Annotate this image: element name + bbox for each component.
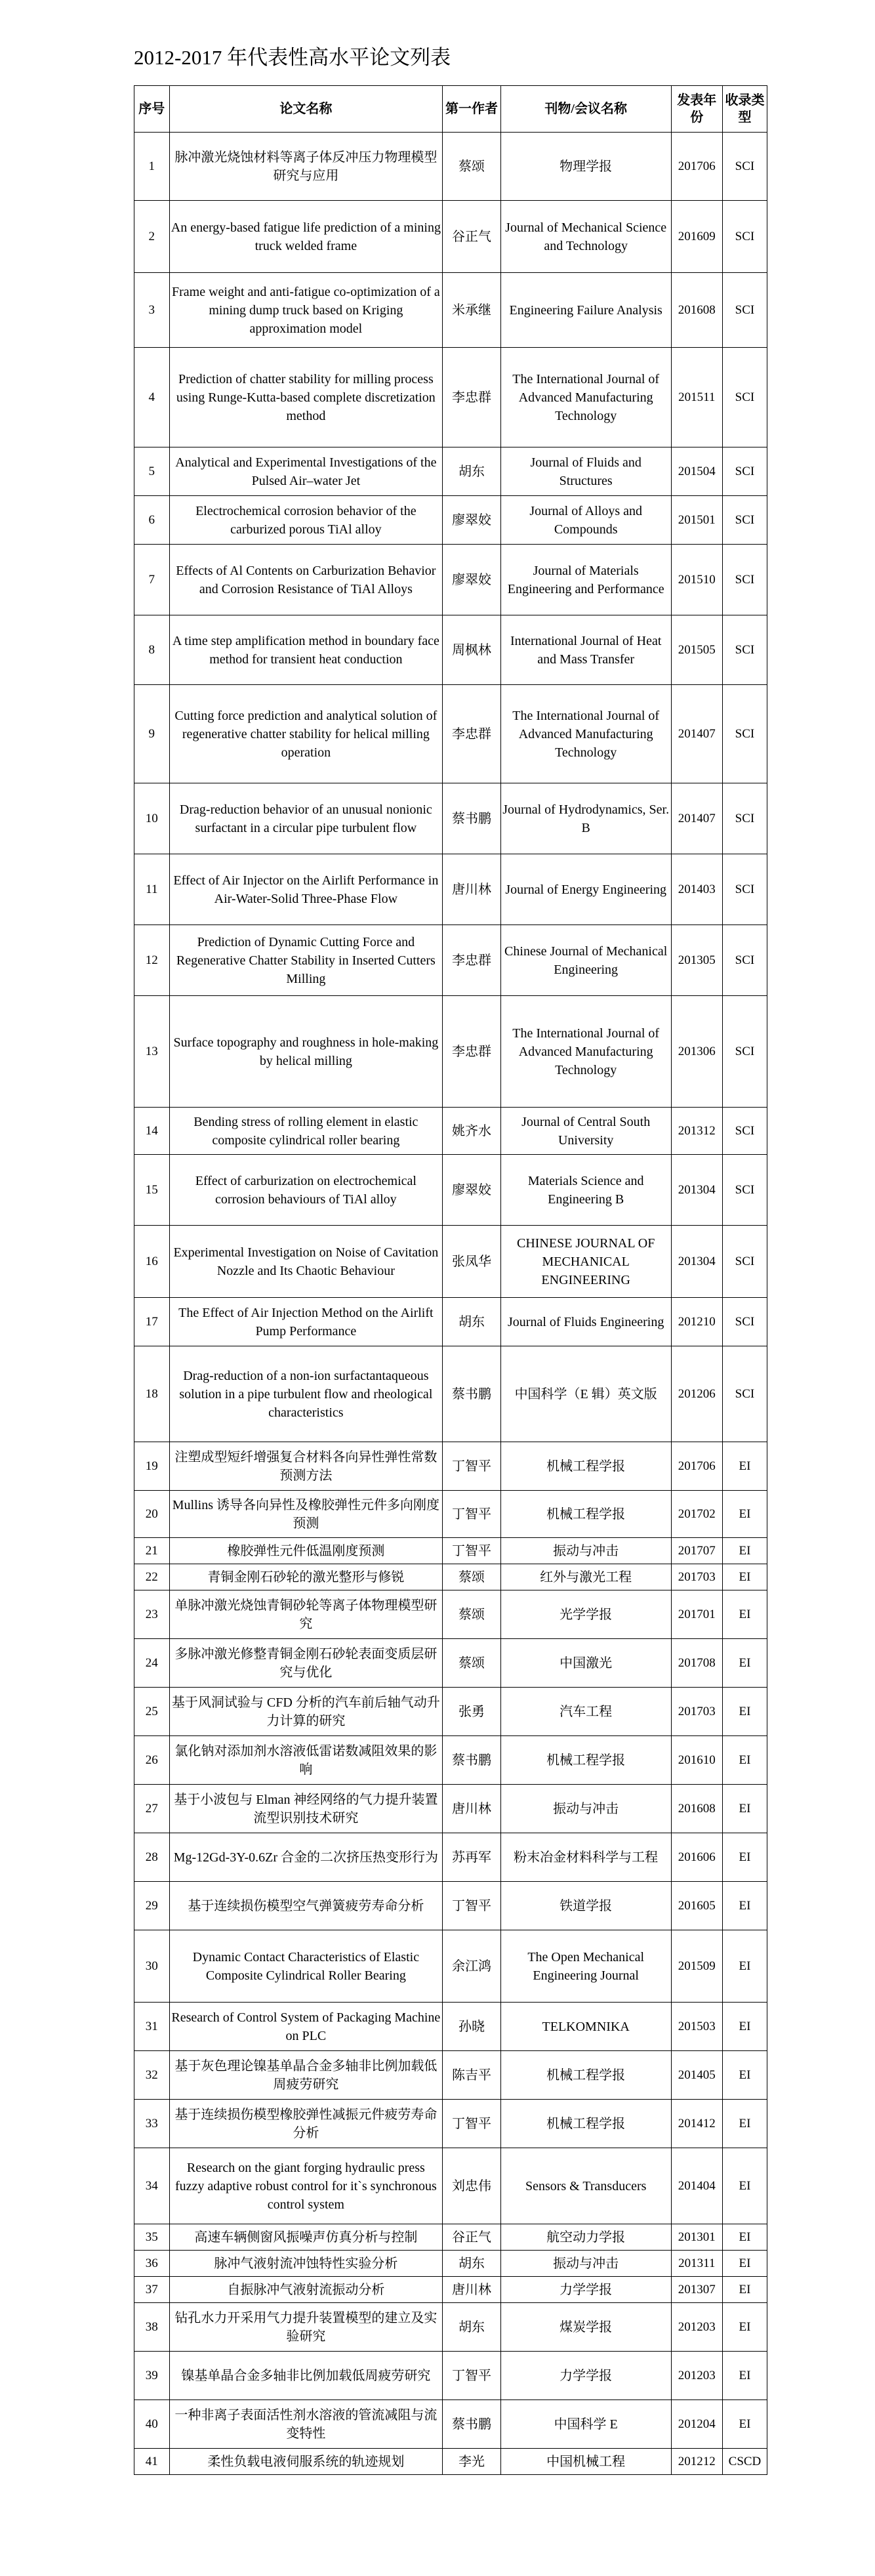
cell-first-author: 丁智平 — [443, 1538, 501, 1564]
table-header — [134, 86, 767, 133]
cell-index: 12 — [134, 925, 170, 996]
cell-source: 振动与冲击 — [500, 1538, 671, 1564]
cell-first-author: 丁智平 — [443, 1882, 501, 1930]
cell-index-type: SCI — [722, 1346, 767, 1442]
table-row — [134, 1882, 767, 1930]
cell-source: Chinese Journal of Mechanical Engineering — [500, 925, 671, 996]
cell-first-author: 廖翠姣 — [443, 545, 501, 615]
cell-index-type: EI — [722, 1590, 767, 1639]
cell-index-type: SCI — [722, 348, 767, 447]
cell-paper-title: 基于连续损伤模型空气弹簧疲劳寿命分析 — [169, 1882, 443, 1930]
cell-paper-title: Dynamic Contact Characteristics of Elastic Composite Cylindrical Roller Bearing — [169, 1930, 443, 2003]
cell-year: 201501 — [671, 496, 722, 545]
cell-paper-title: 氯化钠对添加剂水溶液低雷诺数减阻效果的影响 — [169, 1736, 443, 1785]
cell-source: Engineering Failure Analysis — [500, 273, 671, 348]
cell-year: 201510 — [671, 545, 722, 615]
cell-index: 1 — [134, 133, 170, 201]
cell-paper-title: Research of Control System of Packaging Machine on PLC — [169, 2003, 443, 2051]
cell-index-type: SCI — [722, 496, 767, 545]
cell-index: 39 — [134, 2352, 170, 2400]
cell-source: 机械工程学报 — [500, 2051, 671, 2100]
cell-first-author: 苏再军 — [443, 1833, 501, 1882]
cell-index-type: EI — [722, 1538, 767, 1564]
cell-first-author: 周枫林 — [443, 615, 501, 685]
cell-index-type: SCI — [722, 854, 767, 925]
cell-first-author: 胡东 — [443, 447, 501, 496]
header-index-type: 收录类型 — [722, 86, 767, 133]
cell-paper-title: 注塑成型短纤增强复合材料各向异性弹性常数预测方法 — [169, 1442, 443, 1491]
table-row — [134, 1833, 767, 1882]
cell-year: 201701 — [671, 1590, 722, 1639]
cell-paper-title: 橡胶弹性元件低温刚度预测 — [169, 1538, 443, 1564]
cell-paper-title: Mg-12Gd-3Y-0.6Zr 合金的二次挤压热变形行为 — [169, 1833, 443, 1882]
cell-source: 振动与冲击 — [500, 2251, 671, 2277]
cell-first-author: 李忠群 — [443, 996, 501, 1108]
cell-index: 28 — [134, 1833, 170, 1882]
cell-source: International Journal of Heat and Mass Transfer — [500, 615, 671, 685]
cell-year: 201706 — [671, 133, 722, 201]
cell-paper-title: 钻孔水力开采用气力提升装置模型的建立及实验研究 — [169, 2303, 443, 2352]
cell-paper-title: 高速车辆侧窗风振噪声仿真分析与控制 — [169, 2224, 443, 2251]
cell-year: 201204 — [671, 2400, 722, 2449]
table-row — [134, 447, 767, 496]
cell-first-author: 张凤华 — [443, 1226, 501, 1298]
cell-year: 201610 — [671, 1736, 722, 1785]
cell-index: 37 — [134, 2277, 170, 2303]
table-row — [134, 2277, 767, 2303]
cell-index: 24 — [134, 1639, 170, 1688]
cell-paper-title: 单脉冲激光烧蚀青铜砂轮等离子体物理模型研究 — [169, 1590, 443, 1639]
cell-source: Journal of Alloys and Compounds — [500, 496, 671, 545]
cell-first-author: 蔡颂 — [443, 133, 501, 201]
cell-index: 41 — [134, 2449, 170, 2475]
cell-year: 201206 — [671, 1346, 722, 1442]
cell-first-author: 唐川林 — [443, 2277, 501, 2303]
cell-paper-title: 青铜金刚石砂轮的激光整形与修锐 — [169, 1564, 443, 1590]
cell-source: Journal of Hydrodynamics, Ser. B — [500, 783, 671, 854]
cell-source: 机械工程学报 — [500, 1491, 671, 1538]
cell-first-author: 蔡书鹏 — [443, 1346, 501, 1442]
cell-source: 物理学报 — [500, 133, 671, 201]
cell-index: 11 — [134, 854, 170, 925]
cell-paper-title: 柔性负载电液伺服系统的轨迹规划 — [169, 2449, 443, 2475]
cell-index-type: SCI — [722, 545, 767, 615]
cell-source: Journal of Fluids and Structures — [500, 447, 671, 496]
header-row — [134, 86, 767, 133]
cell-index-type: EI — [722, 2400, 767, 2449]
cell-index: 17 — [134, 1298, 170, 1346]
cell-year: 201203 — [671, 2303, 722, 2352]
cell-paper-title: An energy-based fatigue life prediction of a mining truck welded frame — [169, 201, 443, 273]
cell-index: 22 — [134, 1564, 170, 1590]
cell-index: 15 — [134, 1155, 170, 1226]
cell-index: 31 — [134, 2003, 170, 2051]
cell-index: 29 — [134, 1882, 170, 1930]
cell-paper-title: A time step amplification method in boundary face method for transient heat conduction — [169, 615, 443, 685]
cell-first-author: 孙晓 — [443, 2003, 501, 2051]
cell-first-author: 李忠群 — [443, 925, 501, 996]
cell-source: 光学学报 — [500, 1590, 671, 1639]
table-row — [134, 685, 767, 783]
cell-index: 7 — [134, 545, 170, 615]
cell-source: Sensors & Transducers — [500, 2148, 671, 2224]
cell-year: 201203 — [671, 2352, 722, 2400]
table-row — [134, 1688, 767, 1736]
cell-paper-title: Experimental Investigation on Noise of Cavitation Nozzle and Its Chaotic Behaviour — [169, 1226, 443, 1298]
cell-year: 201703 — [671, 1688, 722, 1736]
cell-source: 机械工程学报 — [500, 2100, 671, 2148]
cell-index: 3 — [134, 273, 170, 348]
cell-paper-title: Electrochemical corrosion behavior of the carburized porous TiAl alloy — [169, 496, 443, 545]
cell-source: 振动与冲击 — [500, 1785, 671, 1833]
cell-first-author: 陈吉平 — [443, 2051, 501, 2100]
cell-year: 201407 — [671, 685, 722, 783]
cell-index-type: EI — [722, 2224, 767, 2251]
cell-index-type: CSCD — [722, 2449, 767, 2475]
table-row — [134, 1639, 767, 1688]
cell-index-type: EI — [722, 1833, 767, 1882]
cell-year: 201509 — [671, 1930, 722, 2003]
cell-year: 201703 — [671, 1564, 722, 1590]
cell-first-author: 廖翠姣 — [443, 496, 501, 545]
cell-year: 201305 — [671, 925, 722, 996]
cell-index-type: EI — [722, 2303, 767, 2352]
header-index: 序号 — [134, 86, 170, 133]
table-row — [134, 2100, 767, 2148]
table-row — [134, 2148, 767, 2224]
header-source: 刊物/会议名称 — [500, 86, 671, 133]
table-row — [134, 2251, 767, 2277]
cell-index-type: EI — [722, 2277, 767, 2303]
cell-first-author: 丁智平 — [443, 1491, 501, 1538]
header-first-author: 第一作者 — [443, 86, 501, 133]
table-row — [134, 2224, 767, 2251]
table-row — [134, 1564, 767, 1590]
cell-index: 32 — [134, 2051, 170, 2100]
cell-paper-title: Mullins 诱导各向异性及橡胶弹性元件多向刚度预测 — [169, 1491, 443, 1538]
cell-paper-title: 基于连续损伤模型橡胶弹性减振元件疲劳寿命分析 — [169, 2100, 443, 2148]
cell-index-type: SCI — [722, 201, 767, 273]
header-paper-title: 论文名称 — [169, 86, 443, 133]
cell-index: 40 — [134, 2400, 170, 2449]
cell-first-author: 丁智平 — [443, 2352, 501, 2400]
cell-index: 30 — [134, 1930, 170, 2003]
cell-source: 机械工程学报 — [500, 1736, 671, 1785]
cell-first-author: 胡东 — [443, 2303, 501, 2352]
table-row — [134, 2400, 767, 2449]
cell-index-type: EI — [722, 1785, 767, 1833]
cell-paper-title: The Effect of Air Injection Method on the Airlift Pump Performance — [169, 1298, 443, 1346]
cell-first-author: 蔡颂 — [443, 1639, 501, 1688]
cell-index: 26 — [134, 1736, 170, 1785]
cell-year: 201304 — [671, 1226, 722, 1298]
cell-first-author: 蔡书鹏 — [443, 2400, 501, 2449]
cell-year: 201404 — [671, 2148, 722, 2224]
cell-source: 煤炭学报 — [500, 2303, 671, 2352]
cell-index-type: EI — [722, 1736, 767, 1785]
table-row — [134, 1155, 767, 1226]
cell-index-type: SCI — [722, 783, 767, 854]
cell-first-author: 李光 — [443, 2449, 501, 2475]
cell-first-author: 蔡颂 — [443, 1564, 501, 1590]
table-row — [134, 1108, 767, 1155]
header-year: 发表年份 — [671, 86, 722, 133]
cell-index-type: SCI — [722, 447, 767, 496]
cell-paper-title: 镍基单晶合金多轴非比例加载低周疲劳研究 — [169, 2352, 443, 2400]
table-row — [134, 1298, 767, 1346]
table-row — [134, 2303, 767, 2352]
cell-paper-title: Surface topography and roughness in hole-making by helical milling — [169, 996, 443, 1108]
cell-source: The International Journal of Advanced Manufacturing Technology — [500, 996, 671, 1108]
table-row — [134, 1538, 767, 1564]
cell-index: 33 — [134, 2100, 170, 2148]
cell-index: 38 — [134, 2303, 170, 2352]
cell-source: 力学学报 — [500, 2352, 671, 2400]
cell-year: 201307 — [671, 2277, 722, 2303]
cell-first-author: 唐川林 — [443, 854, 501, 925]
cell-year: 201706 — [671, 1442, 722, 1491]
cell-index-type: EI — [722, 1442, 767, 1491]
cell-paper-title: 一种非离子表面活性剂水溶液的管流减阻与流变特性 — [169, 2400, 443, 2449]
cell-index: 6 — [134, 496, 170, 545]
cell-year: 201708 — [671, 1639, 722, 1688]
cell-index: 34 — [134, 2148, 170, 2224]
cell-index: 14 — [134, 1108, 170, 1155]
table-row — [134, 545, 767, 615]
cell-source: Materials Science and Engineering B — [500, 1155, 671, 1226]
cell-paper-title: Effect of Air Injector on the Airlift Performance in Air-Water-Solid Three-Phase Flow — [169, 854, 443, 925]
cell-index-type: SCI — [722, 1155, 767, 1226]
table-row — [134, 1442, 767, 1491]
table-row — [134, 996, 767, 1108]
cell-index: 25 — [134, 1688, 170, 1736]
table-row — [134, 615, 767, 685]
cell-index-type: EI — [722, 1688, 767, 1736]
cell-first-author: 李忠群 — [443, 685, 501, 783]
cell-year: 201210 — [671, 1298, 722, 1346]
cell-first-author: 米承继 — [443, 273, 501, 348]
cell-year: 201608 — [671, 273, 722, 348]
cell-index-type: SCI — [722, 615, 767, 685]
cell-index: 19 — [134, 1442, 170, 1491]
cell-first-author: 谷正气 — [443, 201, 501, 273]
cell-first-author: 胡东 — [443, 1298, 501, 1346]
cell-paper-title: Research on the giant forging hydraulic press fuzzy adaptive robust control for it`s synchronous control system — [169, 2148, 443, 2224]
cell-first-author: 谷正气 — [443, 2224, 501, 2251]
cell-paper-title: 基于风洞试验与 CFD 分析的汽车前后轴气动升力计算的研究 — [169, 1688, 443, 1736]
cell-first-author: 刘忠伟 — [443, 2148, 501, 2224]
cell-paper-title: 自振脉冲气液射流振动分析 — [169, 2277, 443, 2303]
cell-year: 201312 — [671, 1108, 722, 1155]
cell-index-type: EI — [722, 1930, 767, 2003]
cell-source: Journal of Materials Engineering and Performance — [500, 545, 671, 615]
cell-source: Journal of Energy Engineering — [500, 854, 671, 925]
cell-year: 201505 — [671, 615, 722, 685]
cell-index-type: EI — [722, 2003, 767, 2051]
cell-index-type: EI — [722, 2051, 767, 2100]
cell-index-type: SCI — [722, 925, 767, 996]
cell-index-type: SCI — [722, 1298, 767, 1346]
cell-index-type: SCI — [722, 996, 767, 1108]
cell-year: 201504 — [671, 447, 722, 496]
table-row — [134, 2449, 767, 2475]
cell-year: 201403 — [671, 854, 722, 925]
cell-first-author: 丁智平 — [443, 1442, 501, 1491]
cell-year: 201212 — [671, 2449, 722, 2475]
cell-source: Journal of Mechanical Science and Technology — [500, 201, 671, 273]
cell-index-type: EI — [722, 1639, 767, 1688]
cell-index: 36 — [134, 2251, 170, 2277]
cell-paper-title: 脉冲激光烧蚀材料等离子体反冲压力物理模型研究与应用 — [169, 133, 443, 201]
cell-year: 201407 — [671, 783, 722, 854]
cell-source: 航空动力学报 — [500, 2224, 671, 2251]
cell-index-type: EI — [722, 1882, 767, 1930]
table-row — [134, 348, 767, 447]
cell-source: 机械工程学报 — [500, 1442, 671, 1491]
cell-index-type: SCI — [722, 273, 767, 348]
cell-year: 201306 — [671, 996, 722, 1108]
cell-year: 201606 — [671, 1833, 722, 1882]
cell-first-author: 蔡书鹏 — [443, 783, 501, 854]
cell-index: 5 — [134, 447, 170, 496]
cell-paper-title: 基于灰色理论镍基单晶合金多轴非比例加载低周疲劳研究 — [169, 2051, 443, 2100]
cell-index-type: EI — [722, 2352, 767, 2400]
cell-year: 201707 — [671, 1538, 722, 1564]
cell-index-type: EI — [722, 2251, 767, 2277]
cell-source: 汽车工程 — [500, 1688, 671, 1736]
table-row — [134, 2051, 767, 2100]
cell-source: CHINESE JOURNAL OF MECHANICAL ENGINEERING — [500, 1226, 671, 1298]
cell-index-type: SCI — [722, 1108, 767, 1155]
cell-source: 力学学报 — [500, 2277, 671, 2303]
cell-index-type: SCI — [722, 685, 767, 783]
table-row — [134, 783, 767, 854]
cell-first-author: 张勇 — [443, 1688, 501, 1736]
table-row — [134, 2352, 767, 2400]
table-row — [134, 2003, 767, 2051]
cell-year: 201605 — [671, 1882, 722, 1930]
table-row — [134, 273, 767, 348]
table-row — [134, 496, 767, 545]
cell-first-author: 余江鸿 — [443, 1930, 501, 2003]
cell-paper-title: Analytical and Experimental Investigations of the Pulsed Air–water Jet — [169, 447, 443, 496]
cell-index: 4 — [134, 348, 170, 447]
cell-index: 8 — [134, 615, 170, 685]
cell-index: 20 — [134, 1491, 170, 1538]
cell-year: 201405 — [671, 2051, 722, 2100]
cell-source: 中国机械工程 — [500, 2449, 671, 2475]
cell-first-author: 李忠群 — [443, 348, 501, 447]
cell-paper-title: Prediction of Dynamic Cutting Force and Regenerative Chatter Stability in Inserted Cutters Milling — [169, 925, 443, 996]
cell-source: The International Journal of Advanced Manufacturing Technology — [500, 348, 671, 447]
cell-year: 201702 — [671, 1491, 722, 1538]
cell-index: 27 — [134, 1785, 170, 1833]
table-row — [134, 201, 767, 273]
cell-first-author: 蔡书鹏 — [443, 1736, 501, 1785]
cell-source: The International Journal of Advanced Manufacturing Technology — [500, 685, 671, 783]
cell-paper-title: 多脉冲激光修整青铜金刚石砂轮表面变质层研究与优化 — [169, 1639, 443, 1688]
cell-paper-title: Effect of carburization on electrochemical corrosion behaviours of TiAl alloy — [169, 1155, 443, 1226]
cell-paper-title: Prediction of chatter stability for milling process using Runge-Kutta-based complete discretization method — [169, 348, 443, 447]
cell-index-type: EI — [722, 2148, 767, 2224]
cell-first-author: 廖翠姣 — [443, 1155, 501, 1226]
cell-index: 13 — [134, 996, 170, 1108]
cell-source: 铁道学报 — [500, 1882, 671, 1930]
table-row — [134, 1491, 767, 1538]
table-row — [134, 925, 767, 996]
cell-index-type: EI — [722, 1491, 767, 1538]
cell-index-type: SCI — [722, 133, 767, 201]
cell-first-author: 胡东 — [443, 2251, 501, 2277]
cell-index: 16 — [134, 1226, 170, 1298]
cell-index-type: EI — [722, 2100, 767, 2148]
cell-paper-title: 脉冲气液射流冲蚀特性实验分析 — [169, 2251, 443, 2277]
table-row — [134, 1226, 767, 1298]
cell-year: 201301 — [671, 2224, 722, 2251]
cell-source: 粉末冶金材料科学与工程 — [500, 1833, 671, 1882]
table-row — [134, 1346, 767, 1442]
cell-paper-title: Effects of Al Contents on Carburization Behavior and Corrosion Resistance of TiAl Alloys — [169, 545, 443, 615]
cell-index: 23 — [134, 1590, 170, 1639]
table-row — [134, 1785, 767, 1833]
cell-source: 中国激光 — [500, 1639, 671, 1688]
cell-year: 201304 — [671, 1155, 722, 1226]
table-row — [134, 1736, 767, 1785]
cell-source: 红外与激光工程 — [500, 1564, 671, 1590]
cell-paper-title: Drag-reduction behavior of an unusual nonionic surfactant in a circular pipe turbulent flow — [169, 783, 443, 854]
table-row — [134, 1930, 767, 2003]
cell-source: 中国科学 E — [500, 2400, 671, 2449]
cell-source: TELKOMNIKA — [500, 2003, 671, 2051]
table-row — [134, 1590, 767, 1639]
cell-source: Journal of Central South University — [500, 1108, 671, 1155]
cell-first-author: 唐川林 — [443, 1785, 501, 1833]
cell-year: 201311 — [671, 2251, 722, 2277]
cell-index: 21 — [134, 1538, 170, 1564]
cell-first-author: 蔡颂 — [443, 1590, 501, 1639]
cell-source: Journal of Fluids Engineering — [500, 1298, 671, 1346]
cell-year: 201412 — [671, 2100, 722, 2148]
cell-first-author: 丁智平 — [443, 2100, 501, 2148]
cell-year: 201608 — [671, 1785, 722, 1833]
cell-first-author: 姚齐水 — [443, 1108, 501, 1155]
cell-index: 18 — [134, 1346, 170, 1442]
cell-index-type: EI — [722, 1564, 767, 1590]
table-row — [134, 854, 767, 925]
paper-list-table — [134, 85, 767, 2475]
cell-paper-title: 基于小波包与 Elman 神经网络的气力提升装置流型识别技术研究 — [169, 1785, 443, 1833]
cell-index: 35 — [134, 2224, 170, 2251]
cell-source: 中国科学（E 辑）英文版 — [500, 1346, 671, 1442]
cell-paper-title: Cutting force prediction and analytical solution of regenerative chatter stability for helical milling operation — [169, 685, 443, 783]
cell-index: 2 — [134, 201, 170, 273]
cell-index: 9 — [134, 685, 170, 783]
table-body — [134, 133, 767, 2475]
cell-paper-title: Drag-reduction of a non-ion surfactantaqueous solution in a pipe turbulent flow and rheological characteristics — [169, 1346, 443, 1442]
page-title: 2012-2017 年代表性高水平论文列表 — [134, 46, 451, 69]
table-row — [134, 133, 767, 201]
cell-paper-title: Bending stress of rolling element in elastic composite cylindrical roller bearing — [169, 1108, 443, 1155]
cell-paper-title: Frame weight and anti-fatigue co-optimization of a mining dump truck based on Kriging approximation model — [169, 273, 443, 348]
cell-source: The Open Mechanical Engineering Journal — [500, 1930, 671, 2003]
cell-year: 201609 — [671, 201, 722, 273]
cell-index: 10 — [134, 783, 170, 854]
cell-year: 201503 — [671, 2003, 722, 2051]
cell-year: 201511 — [671, 348, 722, 447]
cell-index-type: SCI — [722, 1226, 767, 1298]
